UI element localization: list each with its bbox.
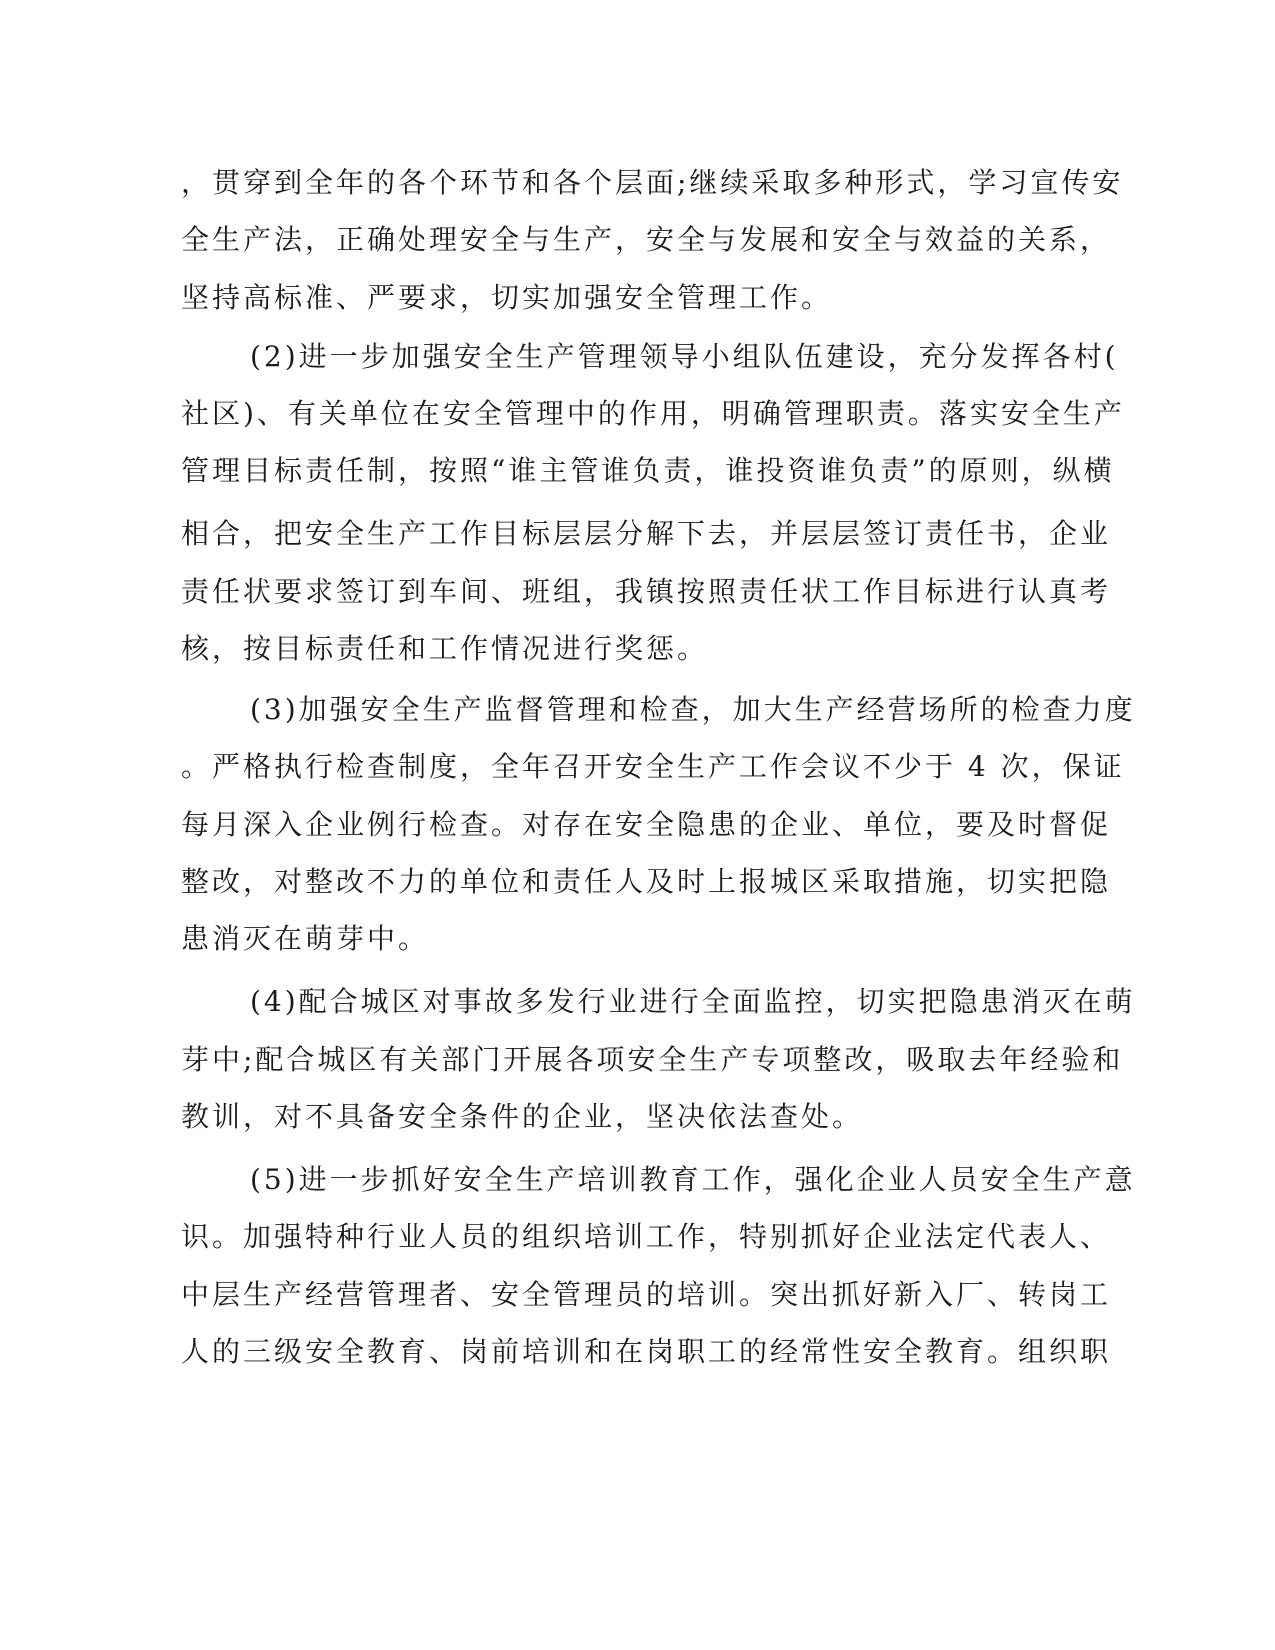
text-line: 整改，对整改不力的单位和责任人及时上报城区采取措施，切实把隐 bbox=[181, 865, 1112, 898]
paragraph-2-start: (2)进一步加强安全生产管理领导小组队伍建设，充分发挥各村( bbox=[250, 340, 1119, 373]
text-line: 芽中;配合城区有关部门开展各项安全生产专项整改，吸取去年经验和 bbox=[181, 1043, 1124, 1076]
paragraph-3-start: (3)加强安全生产监督管理和检查，加大生产经营场所的检查力度 bbox=[250, 693, 1136, 726]
text-line: 教训，对不具备安全条件的企业，坚决依法查处。 bbox=[181, 1100, 864, 1133]
text-line: 中层生产经营管理者、安全管理员的培训。突出抓好新入厂、转岗工 bbox=[181, 1278, 1112, 1311]
text-line: 责任状要求签订到车间、班组，我镇按照责任状工作目标进行认真考 bbox=[181, 575, 1112, 608]
text-line: 全生产法，正确处理安全与生产，安全与发展和安全与效益的关系， bbox=[181, 223, 1112, 256]
text-line: 识。加强特种行业人员的组织培训工作，特别抓好企业法定代表人、 bbox=[181, 1220, 1112, 1253]
text-line: 相合，把安全生产工作目标层层分解下去，并层层签订责任书，企业 bbox=[181, 517, 1112, 550]
text-line: 。严格执行检查制度，全年召开安全生产工作会议不少于 4 次，保证 bbox=[181, 750, 1125, 783]
text-line: 核，按目标责任和工作情况进行奖惩。 bbox=[181, 632, 709, 665]
text-line: 坚持高标准、严要求，切实加强安全管理工作。 bbox=[181, 281, 833, 314]
text-line: 每月深入企业例行检查。对存在安全隐患的企业、单位，要及时督促 bbox=[181, 808, 1112, 841]
paragraph-5-start: (5)进一步抓好安全生产培训教育工作，强化企业人员安全生产意 bbox=[250, 1163, 1136, 1196]
text-line: 患消灭在萌芽中。 bbox=[181, 922, 430, 955]
text-line: 社区)、有关单位在安全管理中的作用，明确管理职责。落实安全生产 bbox=[181, 397, 1125, 430]
text-line: 人的三级安全教育、岗前培训和在岗职工的经常性安全教育。组织职 bbox=[181, 1335, 1112, 1368]
text-line: 管理目标责任制，按照“谁主管谁负责，谁投资谁负责”的原则，纵横 bbox=[181, 454, 1115, 487]
paragraph-4-start: (4)配合城区对事故多发行业进行全面监控，切实把隐患消灭在萌 bbox=[250, 985, 1136, 1018]
text-line: ，贯穿到全年的各个环节和各个层面;继续采取多种形式，学习宣传安 bbox=[181, 166, 1124, 199]
